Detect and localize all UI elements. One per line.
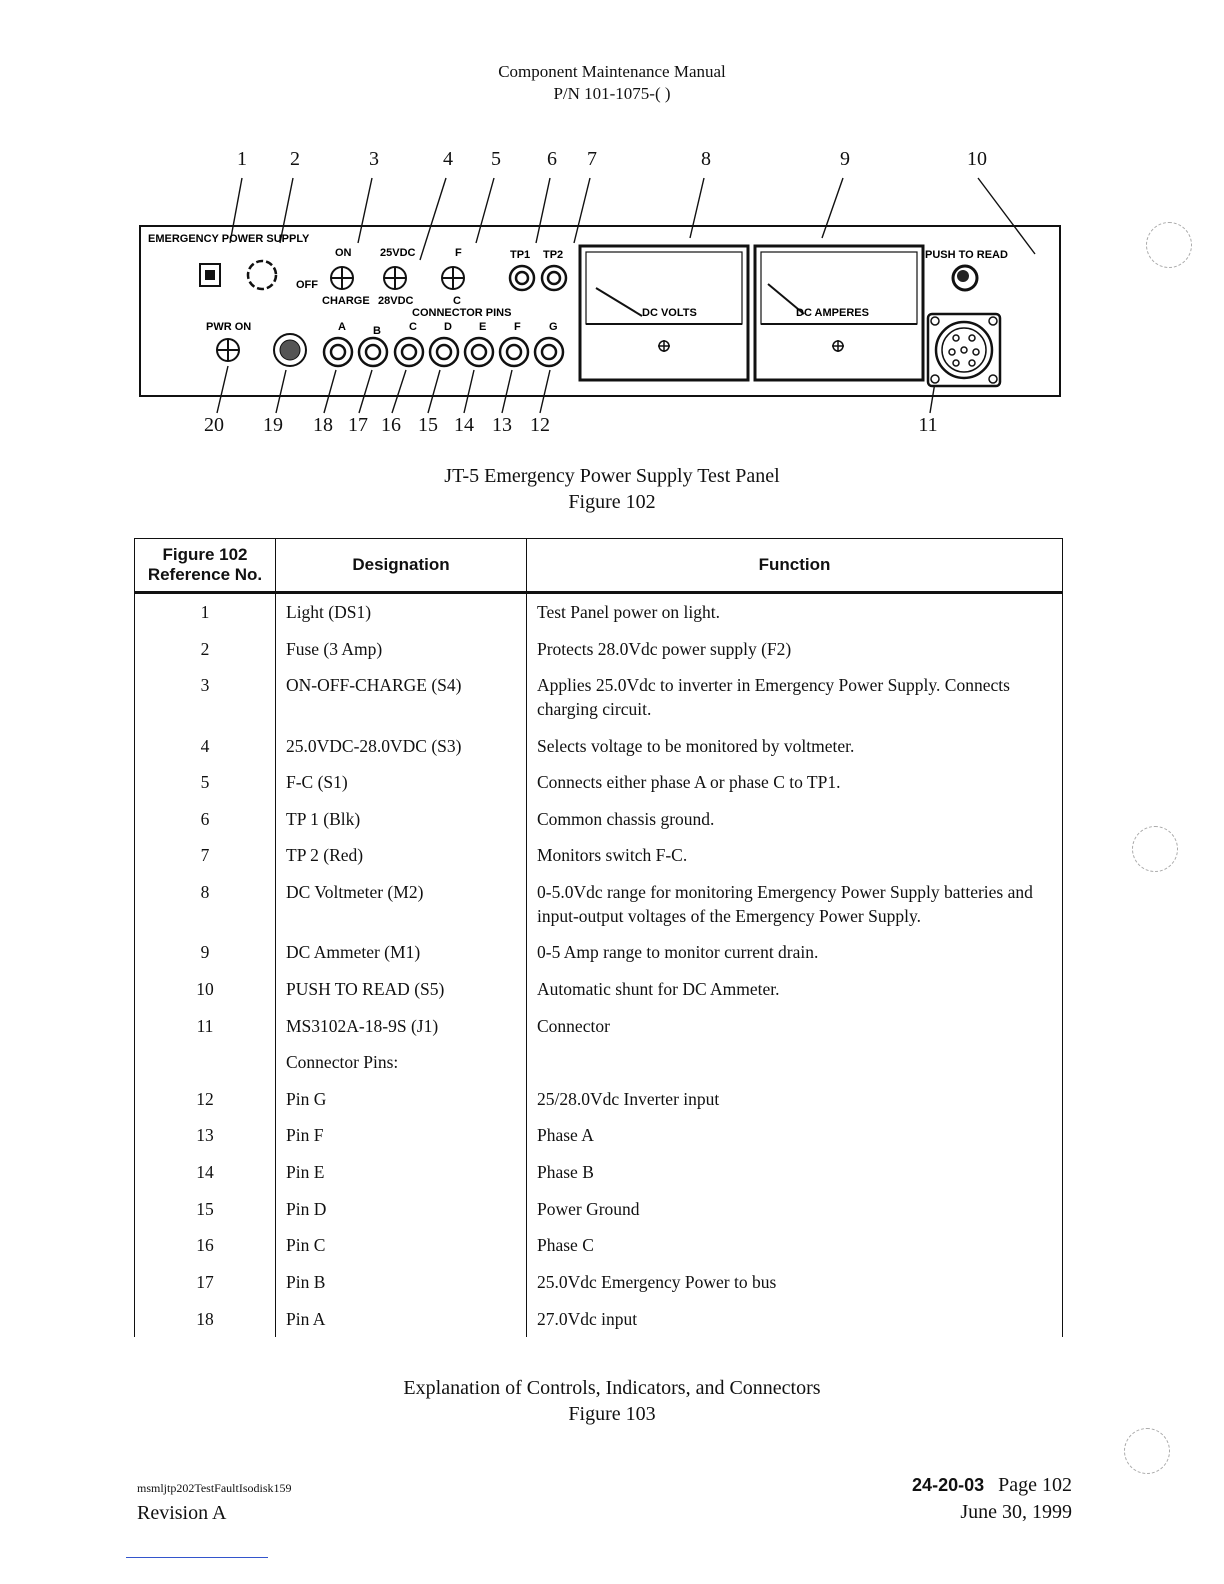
designation-cell: Connector Pins: (276, 1044, 527, 1081)
callout-17: 17 (348, 414, 368, 436)
table-row (135, 1044, 1063, 1081)
manual-title: Component Maintenance Manual (498, 62, 726, 81)
header-reference-no (135, 539, 276, 593)
figure102-number: Figure 102 (568, 491, 656, 513)
function-cell: Selects voltage to be monitored by voltmeter. (527, 728, 1063, 765)
function-cell: Monitors switch F-C. (527, 837, 1063, 874)
callout-1: 1 (237, 148, 247, 170)
ref-cell: 9 (135, 934, 276, 971)
designation-cell: 25.0VDC-28.0VDC (S3) (276, 728, 527, 765)
function-cell: Power Ground (527, 1191, 1063, 1228)
ref-cell: 10 (135, 971, 276, 1008)
table-row (135, 1191, 1063, 1228)
designation-cell: Light (DS1) (276, 593, 527, 631)
ref-cell: 16 (135, 1227, 276, 1264)
function-cell: Connects either phase A or phase C to TP1. (527, 764, 1063, 801)
designation-cell: Pin G (276, 1081, 527, 1118)
function-cell: 27.0Vdc input (527, 1301, 1063, 1338)
ref-cell: 7 (135, 837, 276, 874)
designation-cell: DC Ammeter (M1) (276, 934, 527, 971)
ref-cell: 11 (135, 1008, 276, 1045)
ref-cell: 15 (135, 1191, 276, 1228)
function-cell: Test Panel power on light. (527, 593, 1063, 631)
test-points (510, 266, 566, 290)
table-row (135, 631, 1063, 668)
connector-j1 (928, 314, 1000, 386)
table-row (135, 1008, 1063, 1045)
pin-label-f: F (514, 321, 521, 333)
designation-cell: MS3102A-18-9S (J1) (276, 1008, 527, 1045)
panel-label-tp2: TP2 (543, 249, 564, 261)
panel-label-off: OFF (296, 279, 318, 291)
figure103-title: Explanation of Controls, Indicators, and Connectors (403, 1377, 821, 1399)
function-cell: Applies 25.0Vdc to inverter in Emergency Power Supply. Connects charging circuit. (527, 667, 1063, 727)
table-row (135, 1301, 1063, 1338)
designation-cell: F-C (S1) (276, 764, 527, 801)
function-cell: Common chassis ground. (527, 801, 1063, 838)
dc-voltmeter (580, 246, 748, 380)
panel-label-charge: CHARGE (322, 295, 370, 307)
header-ref-line1: Figure 102 (162, 544, 248, 564)
callout-4: 4 (443, 148, 453, 170)
ammeter-label: DC AMPERES (796, 307, 869, 319)
designation-cell: TP 1 (Blk) (276, 801, 527, 838)
function-cell: Protects 28.0Vdc power supply (F2) (527, 631, 1063, 668)
header-ref-line2: Reference No. (147, 565, 263, 584)
header-function: Function (527, 539, 1063, 593)
figure102-title: JT-5 Emergency Power Supply Test Panel (444, 465, 780, 487)
callout-15: 15 (418, 414, 438, 436)
table-row (135, 837, 1063, 874)
designation-cell: Pin B (276, 1264, 527, 1301)
ref-cell: 13 (135, 1117, 276, 1154)
callout-12: 12 (530, 414, 550, 436)
table-row (135, 667, 1063, 727)
ref-cell: 18 (135, 1301, 276, 1338)
function-cell (527, 1044, 1063, 1081)
binder-hole-middle (1132, 826, 1178, 872)
footer-doc-number: 24-20-03 (912, 1475, 985, 1495)
callout-5: 5 (491, 148, 501, 170)
table-row (135, 764, 1063, 801)
table-row (135, 874, 1063, 934)
designation-cell: Fuse (3 Amp) (276, 631, 527, 668)
pin-label-b: B (373, 325, 381, 337)
designation-cell: Pin A (276, 1301, 527, 1338)
callout-6: 6 (547, 148, 557, 170)
callout-9: 9 (840, 148, 850, 170)
designation-cell: Pin F (276, 1117, 527, 1154)
function-cell: Phase A (527, 1117, 1063, 1154)
binder-hole-bottom (1124, 1428, 1170, 1474)
ref-cell: 14 (135, 1154, 276, 1191)
function-cell: Automatic shunt for DC Ammeter. (527, 971, 1063, 1008)
ref-cell: 17 (135, 1264, 276, 1301)
table-row (135, 728, 1063, 765)
footer-rule (126, 1557, 268, 1558)
table-row (135, 1081, 1063, 1118)
callout-19: 19 (263, 414, 283, 436)
ref-cell: 1 (135, 593, 276, 631)
designation-cell: ON-OFF-CHARGE (S4) (276, 667, 527, 727)
function-cell: 0-5 Amp range to monitor current drain. (527, 934, 1063, 971)
ref-cell (135, 1044, 276, 1081)
designation-cell: PUSH TO READ (S5) (276, 971, 527, 1008)
designation-cell: TP 2 (Red) (276, 837, 527, 874)
function-cell: 0-5.0Vdc range for monitoring Emergency Power Supply batteries and input-output voltages of the Emergency Power Supply. (527, 874, 1063, 934)
table-row (135, 593, 1063, 631)
callout-3: 3 (369, 148, 379, 170)
function-cell: 25/28.0Vdc Inverter input (527, 1081, 1063, 1118)
panel-label-connector-pins: CONNECTOR PINS (412, 307, 512, 319)
designation-cell: Pin D (276, 1191, 527, 1228)
table-row (135, 971, 1063, 1008)
ref-cell: 4 (135, 728, 276, 765)
panel-drawing (130, 148, 1080, 448)
callout-10: 10 (967, 148, 987, 170)
ref-cell: 6 (135, 801, 276, 838)
panel-label-f: F (455, 247, 462, 259)
footer-doc-page (912, 1474, 1072, 1497)
function-cell: Phase B (527, 1154, 1063, 1191)
pin-label-a: A (338, 321, 346, 333)
panel-label-28vdc: 28VDC (378, 295, 414, 307)
ref-cell: 3 (135, 667, 276, 727)
panel-label-c: C (453, 295, 461, 307)
voltmeter-label: DC VOLTS (642, 307, 697, 319)
designation-cell: Pin E (276, 1154, 527, 1191)
callout-7: 7 (587, 148, 597, 170)
ref-cell: 12 (135, 1081, 276, 1118)
footer-revision: Revision A (137, 1502, 227, 1524)
ref-cell: 5 (135, 764, 276, 801)
callout-16: 16 (381, 414, 401, 436)
pin-label-c: C (409, 321, 417, 333)
pin-label-g: G (549, 321, 558, 333)
ref-cell: 8 (135, 874, 276, 934)
panel-label-pwr-on: PWR ON (206, 321, 252, 333)
header-designation: Designation (276, 539, 527, 593)
pin-jacks (324, 338, 563, 366)
controls-table (134, 538, 1063, 1337)
panel-label-push-to-read: PUSH TO READ (925, 249, 1008, 261)
panel-label-tp1: TP1 (510, 249, 531, 261)
callout-14: 14 (454, 414, 474, 436)
panel-label-on: ON (335, 247, 352, 259)
figure103-number: Figure 103 (568, 1403, 656, 1425)
function-cell: 25.0Vdc Emergency Power to bus (527, 1264, 1063, 1301)
footer-filename: msmljtp202TestFaultIsodisk159 (137, 1481, 292, 1495)
function-cell: Phase C (527, 1227, 1063, 1264)
panel-label-25vdc: 25VDC (380, 247, 416, 259)
dc-ammeter (755, 246, 923, 380)
callout-18: 18 (313, 414, 333, 436)
callout-20: 20 (204, 414, 224, 436)
part-number: P/N 101-1075-( ) (553, 84, 671, 103)
table-body (135, 593, 1063, 1338)
table-row (135, 934, 1063, 971)
footer-page: Page 102 (998, 1474, 1072, 1496)
callout-13: 13 (492, 414, 512, 436)
designation-cell: Pin C (276, 1227, 527, 1264)
table-row (135, 801, 1063, 838)
table-header-row (135, 539, 1063, 593)
footer-date: June 30, 1999 (960, 1501, 1072, 1523)
panel-label-emergency-power-supply: EMERGENCY POWER SUPPLY (148, 233, 310, 245)
binder-hole-top (1146, 222, 1192, 268)
pin-label-e: E (479, 321, 487, 333)
test-panel-figure (130, 148, 1080, 448)
table-row (135, 1227, 1063, 1264)
callout-2: 2 (290, 148, 300, 170)
pin-label-d: D (444, 321, 452, 333)
fuse-holder (248, 261, 276, 289)
table-row (135, 1117, 1063, 1154)
designation-cell: DC Voltmeter (M2) (276, 874, 527, 934)
function-cell: Connector (527, 1008, 1063, 1045)
callout-11: 11 (918, 414, 938, 436)
table-row (135, 1154, 1063, 1191)
ref-cell: 2 (135, 631, 276, 668)
table-row (135, 1264, 1063, 1301)
callout-8: 8 (701, 148, 711, 170)
